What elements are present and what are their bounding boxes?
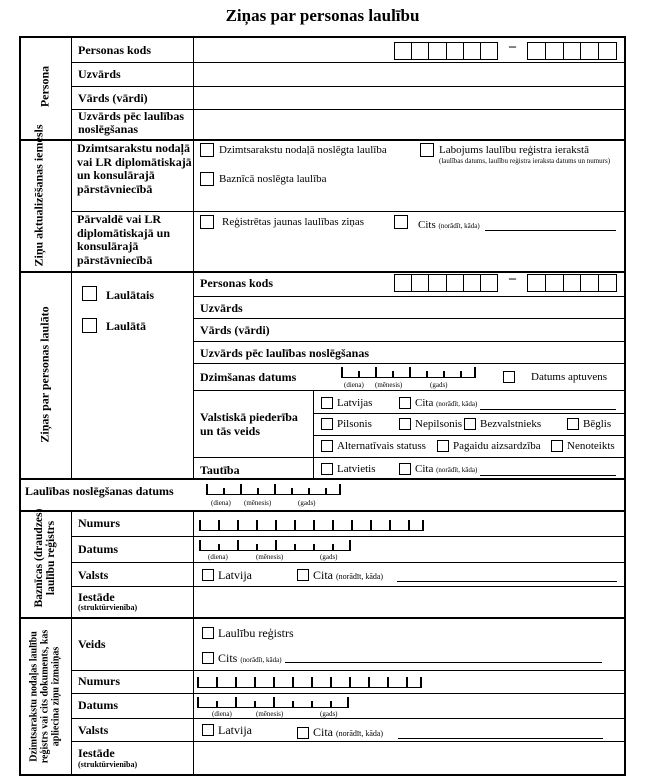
row-line bbox=[71, 536, 625, 537]
doc-type-label: Veids bbox=[78, 637, 106, 651]
husband-label: Laulātais bbox=[106, 288, 155, 302]
doc-country-label: Valsts bbox=[78, 723, 109, 737]
other-reason-line[interactable] bbox=[485, 230, 616, 231]
code-dash: – bbox=[509, 39, 516, 54]
person-code-part1[interactable] bbox=[394, 42, 498, 60]
checkbox-undetermined[interactable] bbox=[551, 440, 563, 452]
birth-date-label: Dzimšanas datums bbox=[200, 370, 297, 384]
checkbox-other-nationality[interactable] bbox=[399, 463, 411, 475]
opt-other: Cits (norādīt, kāda) bbox=[418, 219, 480, 231]
code-dash: – bbox=[509, 271, 516, 286]
checkbox-doc-latvia[interactable] bbox=[202, 724, 214, 736]
birth-year-caption: (gads) bbox=[430, 381, 448, 389]
row-line bbox=[193, 296, 625, 297]
row-line bbox=[71, 86, 625, 87]
nationality-label: Tautība bbox=[200, 463, 240, 477]
reason-source-1: Dzimtsarakstu nodaļā vai LR diplomātiskajā un konsulārajā pārstāvniecībā bbox=[77, 141, 192, 196]
checkbox-other-reason[interactable] bbox=[394, 215, 408, 229]
doc-other-country-line[interactable] bbox=[398, 738, 603, 739]
opt-doc-other: Cits (norādīt, kāda) bbox=[218, 651, 282, 665]
opt-noncitizen: Nepilsonis bbox=[415, 418, 463, 430]
spouse-code-part1[interactable] bbox=[394, 274, 498, 292]
checkbox-church-latvia[interactable] bbox=[202, 569, 214, 581]
row-line bbox=[71, 562, 625, 563]
opt-stateless: Bezvalstnieks bbox=[480, 418, 542, 430]
row-line bbox=[313, 413, 625, 414]
page-title: Ziņas par personas laulību bbox=[225, 6, 420, 25]
checkbox-date-approx[interactable] bbox=[503, 371, 515, 383]
checkbox-husband[interactable] bbox=[82, 286, 97, 301]
reason-source-2: Pārvaldē vai LR diplomātiskajā un konsulārajā pārstāvniecībā bbox=[77, 212, 171, 267]
marriage-day-caption: (diena) bbox=[211, 499, 231, 507]
doc-year-caption: (gads) bbox=[320, 710, 338, 718]
opt-church-other: Cita (norādīt, kāda) bbox=[313, 568, 384, 582]
opt-church-marriage: Baznīcā noslēgta laulība bbox=[219, 173, 327, 185]
col-sep-citizenship bbox=[313, 390, 314, 478]
row-line bbox=[313, 435, 625, 436]
checkbox-doc-registry[interactable] bbox=[202, 627, 214, 639]
doc-month-caption: (mēnesis) bbox=[256, 710, 284, 718]
checkbox-temp-protection[interactable] bbox=[437, 440, 449, 452]
col-sep-2c bbox=[193, 511, 194, 775]
checkbox-alt-status[interactable] bbox=[321, 440, 333, 452]
marriage-month-caption: (mēnesis) bbox=[244, 499, 272, 507]
church-number-label: Numurs bbox=[78, 516, 121, 530]
church-day-caption: (diena) bbox=[208, 553, 228, 561]
row-line bbox=[193, 390, 625, 391]
section-church-registry: Baznīcas (draudzes) laulību reģistrs bbox=[33, 508, 57, 608]
col-sep-2b bbox=[193, 272, 194, 479]
church-country-label: Valsts bbox=[78, 568, 109, 582]
sep-doc bbox=[19, 617, 626, 619]
spouse-name-label: Vārds (vārdi) bbox=[200, 323, 270, 337]
spouse-surname-after-label: Uzvārds pēc laulības noslēgšanas bbox=[200, 346, 370, 360]
spouse-code-part2[interactable] bbox=[527, 274, 617, 292]
sep-church bbox=[19, 510, 626, 512]
row-line bbox=[71, 718, 625, 719]
opt-doc-latvia: Latvija bbox=[218, 723, 252, 737]
border-bottom bbox=[19, 774, 626, 776]
doc-date-label: Datums bbox=[78, 698, 119, 712]
checkbox-church-other[interactable] bbox=[297, 569, 309, 581]
sep-spouse bbox=[19, 271, 626, 273]
church-date-label: Datums bbox=[78, 542, 119, 556]
section-spouse: Ziņas par personas laulāto bbox=[37, 306, 52, 443]
checkbox-stateless[interactable] bbox=[464, 418, 476, 430]
opt-doc-other-country: Cita (norādīt, kāda) bbox=[313, 725, 384, 739]
church-other-country-line[interactable] bbox=[397, 581, 617, 582]
row-line bbox=[193, 363, 625, 364]
checkbox-correction[interactable] bbox=[420, 143, 434, 157]
opt-church-latvia: Latvija bbox=[218, 568, 252, 582]
person-surname-after-label: Uzvārds pēc laulības noslēgšanas bbox=[78, 109, 185, 136]
spouse-code-label: Personas kods bbox=[200, 276, 274, 290]
sep-marriage bbox=[19, 478, 626, 480]
doc-institution-label: Iestāde bbox=[78, 746, 115, 760]
row-line bbox=[71, 670, 625, 671]
checkbox-new-data[interactable] bbox=[200, 215, 214, 229]
doc-date-field[interactable] bbox=[197, 697, 349, 708]
person-surname-label: Uzvārds bbox=[78, 67, 121, 81]
border-right bbox=[624, 36, 626, 776]
section-persona: Persona bbox=[37, 65, 52, 108]
marriage-date-label: Laulības noslēgšanas datums bbox=[25, 484, 174, 498]
doc-institution-note: (struktūrvienība) bbox=[78, 760, 138, 769]
checkbox-citizen[interactable] bbox=[321, 418, 333, 430]
church-date-field[interactable] bbox=[199, 540, 351, 551]
row-line bbox=[193, 457, 625, 458]
opt-doc-registry: Laulību reģistrs bbox=[218, 626, 294, 640]
row-line bbox=[71, 586, 625, 587]
birth-month-caption: (mēnesis) bbox=[375, 381, 403, 389]
opt-registry-marriage: Dzimtsarakstu nodaļā noslēgta laulība bbox=[219, 144, 387, 156]
checkbox-latvian-nationality[interactable] bbox=[321, 463, 333, 475]
opt-undetermined: Nenoteikts bbox=[567, 440, 615, 452]
doc-day-caption: (diena) bbox=[212, 710, 232, 718]
opt-new-data: Reģistrētas jaunas laulības ziņas bbox=[222, 216, 365, 228]
church-month-caption: (mēnesis) bbox=[256, 553, 284, 561]
opt-temp-protection: Pagaidu aizsardzība bbox=[453, 440, 541, 452]
checkbox-refugee[interactable] bbox=[567, 418, 579, 430]
checkbox-registry-marriage[interactable] bbox=[200, 143, 214, 157]
checkbox-latvian-citizenship[interactable] bbox=[321, 397, 333, 409]
person-code-part2[interactable] bbox=[527, 42, 617, 60]
checkbox-other-citizenship[interactable] bbox=[399, 397, 411, 409]
col-sep-1b bbox=[71, 511, 72, 775]
wife-label: Laulātā bbox=[106, 319, 147, 333]
col-sep-1 bbox=[71, 36, 72, 479]
checkbox-doc-other-country[interactable] bbox=[297, 727, 309, 739]
checkbox-doc-other[interactable] bbox=[202, 652, 214, 664]
opt-other-citizenship: Cita (norādīt, kāda) bbox=[415, 397, 478, 409]
spouse-surname-label: Uzvārds bbox=[200, 301, 243, 315]
church-number-field[interactable] bbox=[199, 520, 424, 531]
opt-refugee: Bēglis bbox=[583, 418, 612, 430]
marriage-year-caption: (gads) bbox=[298, 499, 316, 507]
doc-other-line[interactable] bbox=[285, 662, 602, 663]
church-institution-label: Iestāde bbox=[78, 590, 115, 604]
checkbox-noncitizen[interactable] bbox=[399, 418, 411, 430]
birth-date-field[interactable] bbox=[341, 367, 476, 378]
opt-correction: Labojums laulību reģistra ierakstā bbox=[439, 144, 589, 156]
other-nationality-line[interactable] bbox=[480, 475, 616, 476]
marriage-date-field[interactable] bbox=[206, 484, 341, 495]
opt-correction-note: (laulības datums, laulību reģistra ieraksta datums un numurs) bbox=[439, 157, 611, 165]
church-year-caption: (gads) bbox=[320, 553, 338, 561]
checkbox-wife[interactable] bbox=[82, 318, 97, 333]
citizenship-label: Valstiskā piederība un tās veids bbox=[200, 410, 298, 438]
row-line bbox=[71, 693, 625, 694]
row-line bbox=[193, 318, 625, 319]
opt-latvian-citizenship: Latvijas bbox=[337, 397, 373, 409]
checkbox-church-marriage[interactable] bbox=[200, 172, 214, 186]
date-approx-label: Datums aptuvens bbox=[531, 371, 608, 383]
border-left bbox=[19, 36, 21, 776]
row-line bbox=[71, 741, 625, 742]
row-line bbox=[71, 62, 625, 63]
birth-day-caption: (diena) bbox=[344, 381, 364, 389]
person-code-label: Personas kods bbox=[78, 43, 152, 57]
section-registry-doc: Dzimtsarakstu nodaļas laulību reģistrs vai cits dokuments, kas apliecina ziņu izmaiņas bbox=[28, 629, 62, 764]
church-institution-note: (struktūrvienība) bbox=[78, 603, 138, 612]
row-line bbox=[193, 341, 625, 342]
opt-latvian-nationality: Latvietis bbox=[337, 463, 376, 475]
opt-other-nationality: Cita (norādīt, kāda) bbox=[415, 463, 478, 475]
section-update-reason: Ziņu aktualizēšanas iemesls bbox=[31, 124, 46, 267]
doc-number-label: Numurs bbox=[78, 674, 121, 688]
person-name-label: Vārds (vārdi) bbox=[78, 91, 148, 105]
opt-citizen: Pilsonis bbox=[337, 418, 372, 430]
border-top bbox=[19, 36, 626, 38]
opt-alt-status: Alternatīvais statuss bbox=[337, 440, 426, 452]
other-citizenship-line[interactable] bbox=[480, 409, 616, 410]
doc-number-field[interactable] bbox=[197, 677, 422, 688]
